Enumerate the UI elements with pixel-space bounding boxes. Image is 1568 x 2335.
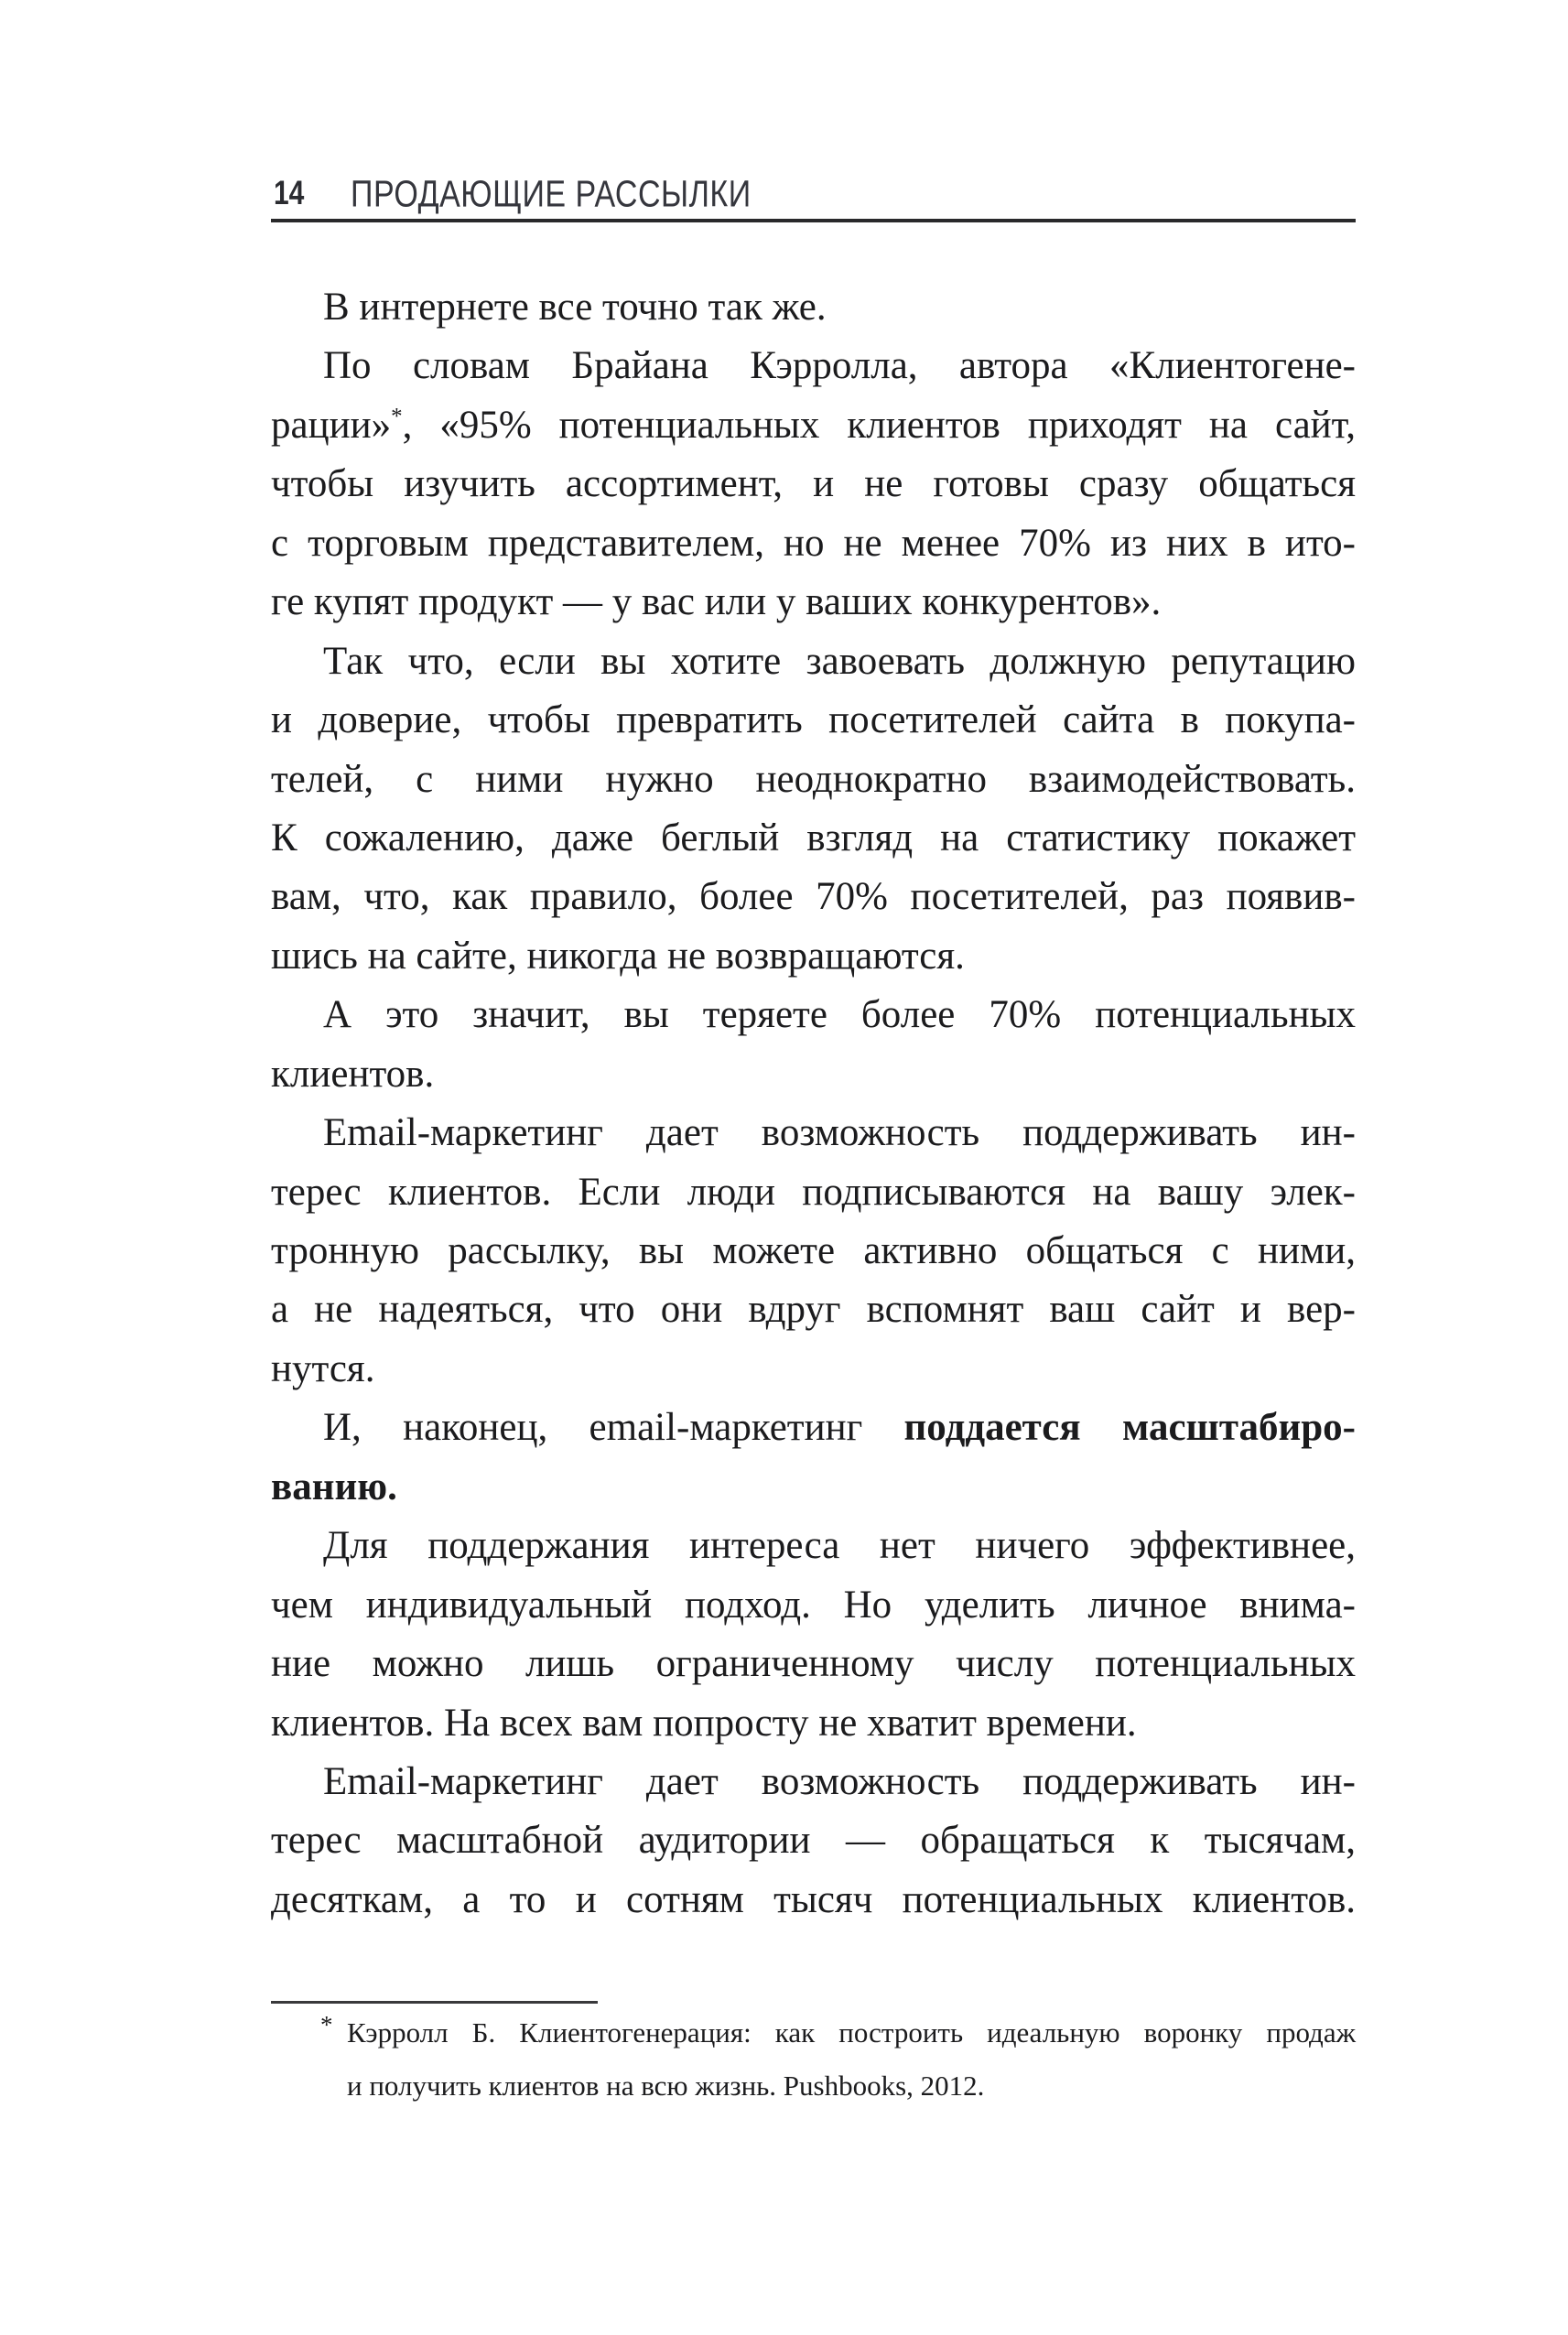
text-run: Email-маркетинг дает возможность поддерживать ин- <box>323 1111 1356 1155</box>
body-line <box>271 1458 1356 1517</box>
text-run: Email-маркетинг дает возможность поддерживать ин- <box>323 1759 1356 1803</box>
text-run: терес масштабной аудитории — обращаться к тысячам, <box>271 1819 1356 1863</box>
text-run: А это значит, вы теряете более 70% потенциальных <box>323 993 1356 1037</box>
body-line <box>271 751 1356 809</box>
body-line <box>271 868 1356 926</box>
footnote-line: и получить клиентов на всю жизнь. Pushbooks, 2012. <box>347 2070 985 2102</box>
text-run: чем индивидуальный подход. Но уделить личное внима- <box>271 1583 1356 1627</box>
text-run: Так что, если вы хотите завоевать должную репутацию <box>323 639 1356 683</box>
text-run: В интернете все точно так же. <box>323 286 827 329</box>
body-line <box>271 455 1356 513</box>
text-run: По словам Брайана Кэрролла, автора «Клиентогене- <box>323 344 1356 388</box>
body-line <box>271 278 1356 337</box>
text-run: рации» <box>271 403 392 447</box>
text-run: , «95% потенциальных клиентов приходят на сайт, <box>402 403 1356 447</box>
running-title: ПРОДАЮЩИЕ РАССЫЛКИ <box>351 173 752 216</box>
text-run: И, наконец, email-маркетинг <box>323 1406 904 1450</box>
body-line <box>271 1340 1356 1399</box>
footnote <box>347 2006 1356 2113</box>
body-line <box>271 691 1356 750</box>
text-run: ге купят продукт — у вас или у ваших конкурентов». <box>271 580 1162 624</box>
text-run: чтобы изучить ассортимент, и не готовы сразу общаться <box>271 462 1356 506</box>
text-run: а не надеяться, что они вдруг вспомнят ваш сайт и вер- <box>271 1288 1356 1332</box>
body-line <box>271 1576 1356 1635</box>
text-run: нутся. <box>271 1346 375 1390</box>
body-line <box>271 1517 1356 1575</box>
body-line <box>271 1694 1356 1753</box>
body-line <box>271 1104 1356 1162</box>
body-line <box>271 986 1356 1044</box>
text-run: Для поддержания интереса нет ничего эффективнее, <box>323 1524 1356 1568</box>
text-run: ванию. <box>271 1465 397 1508</box>
text-run: с торговым представителем, но не менее 70% из них в ито- <box>271 521 1356 565</box>
body-line <box>271 1635 1356 1693</box>
body-line <box>271 1753 1356 1811</box>
body-line <box>271 1281 1356 1339</box>
text-run: шись на сайте, никогда не возвращаются. <box>271 934 965 978</box>
text-run: ние можно лишь ограниченному числу потенциальных <box>271 1642 1356 1686</box>
body-line <box>271 632 1356 691</box>
body-line <box>271 514 1356 573</box>
body-line <box>271 1811 1356 1870</box>
body-line <box>271 809 1356 868</box>
header-rule <box>271 219 1356 222</box>
text-run: десяткам, а то и сотням тысяч потенциальных клиентов. <box>271 1877 1356 1921</box>
text-run: К сожалению, даже беглый взгляд на статистику покажет <box>271 816 1356 859</box>
text-run: клиентов. <box>271 1052 435 1096</box>
text-run: клиентов. На всех вам попросту не хватит времени. <box>271 1701 1137 1745</box>
body-line <box>271 1399 1356 1457</box>
body-line <box>271 1045 1356 1104</box>
body-line <box>271 1871 1356 1930</box>
body-line <box>271 1163 1356 1222</box>
footnote-marker: * <box>320 2011 333 2038</box>
body-line <box>271 1222 1356 1281</box>
text-run: вам, что, как правило, более 70% посетителей, раз появив- <box>271 875 1356 919</box>
body-line <box>271 337 1356 395</box>
footnote-rule <box>271 2001 598 2004</box>
page-number: 14 <box>274 174 305 212</box>
body-line <box>271 573 1356 632</box>
text-run: терес клиентов. Если люди подписываются на вашу элек- <box>271 1170 1356 1214</box>
text-run: поддается масштабиро- <box>903 1406 1356 1450</box>
body-line <box>271 396 1356 455</box>
body-line <box>271 927 1356 986</box>
text-run: и доверие, чтобы превратить посетителей сайта в покупа- <box>271 698 1356 742</box>
text-run: тронную рассылку, вы можете активно общаться с ними, <box>271 1229 1356 1272</box>
text-run: * <box>391 404 403 429</box>
text-run: телей, с ними нужно неоднократно взаимодействовать. <box>271 757 1356 801</box>
body-text <box>271 278 1356 1930</box>
footnote-line: Кэрролл Б. Клиентогенерация: как построить идеальную воронку продаж <box>347 2016 1356 2049</box>
